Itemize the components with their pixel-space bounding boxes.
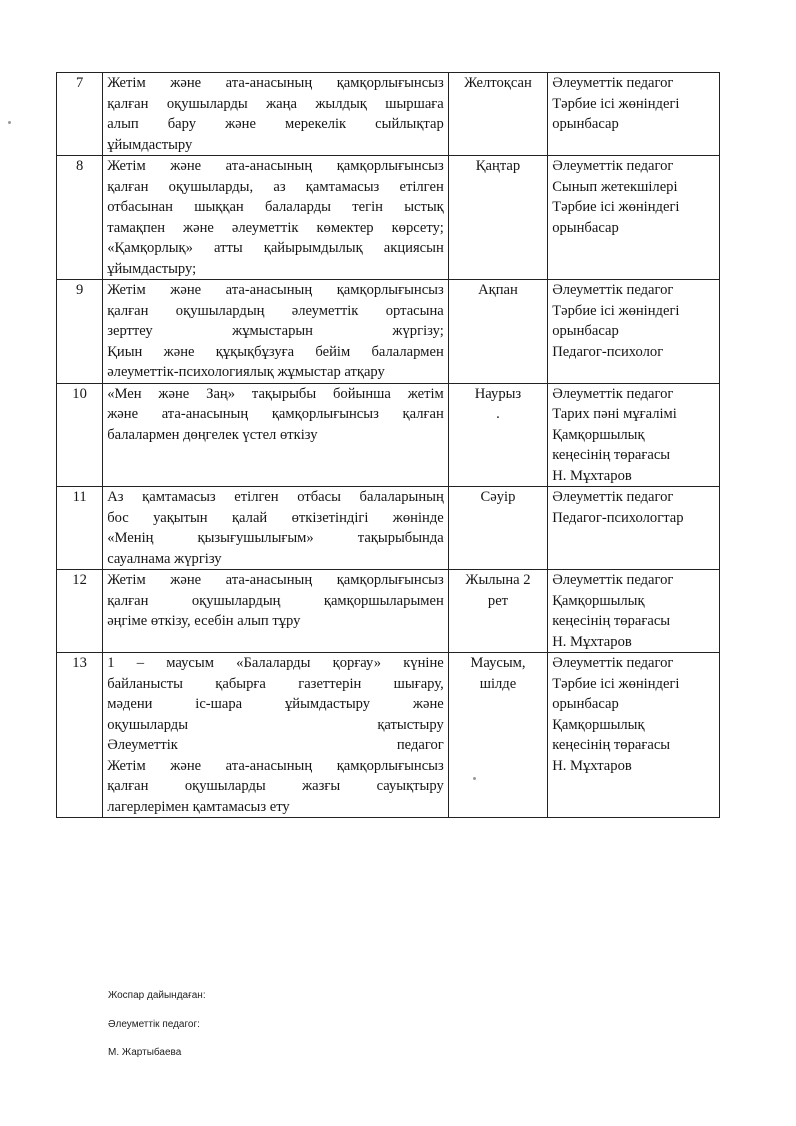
deadline-line: рет xyxy=(487,592,509,609)
activity-description-line: балалармен дөңгелек үстел өткізу xyxy=(107,426,318,443)
deadline-line: шілде xyxy=(479,675,517,692)
responsible-line: орынбасар xyxy=(552,696,619,712)
activity-description-line: Жетім және ата-анасының қамқорлығынсыз xyxy=(107,158,444,174)
table-row xyxy=(57,653,720,818)
scan-speck xyxy=(473,777,476,780)
responsible-line: Әлеуметтік педагог xyxy=(552,385,674,402)
activity-description-line: оқушыларды қатыстыру xyxy=(107,716,444,733)
deadline-line: Наурыз xyxy=(474,385,522,402)
deadline-line: . xyxy=(496,406,500,422)
row-number: 7 xyxy=(57,73,103,156)
table-row xyxy=(57,570,720,653)
responsible-line: Н. Мұхтаров xyxy=(552,757,632,774)
responsible-line: Тәрбие ісі жөніндегі xyxy=(552,675,680,692)
deadline-cell xyxy=(448,280,547,384)
activity-description-line: Аз қамтамасыз етілген отбасы балаларының xyxy=(107,489,444,505)
table-row xyxy=(57,280,720,384)
activity-description-line: «Қамқорлық» атты қайырымдылық акциясын xyxy=(107,240,444,256)
activity-description-line: қалған оқушыларды жазғы сауықтыру xyxy=(107,778,444,794)
activity-description-line: әлеуметтік-психологиялық жұмыстар атқару xyxy=(107,364,385,380)
responsible-cell xyxy=(548,570,720,653)
activity-description-line: ұйымдастыру xyxy=(107,136,193,153)
activity-description-line: мәдени іс-шара ұйымдастыру және xyxy=(107,696,444,712)
responsible-line: орынбасар xyxy=(552,219,619,236)
deadline-cell xyxy=(448,383,547,487)
deadline-line: Маусым, xyxy=(470,655,526,671)
responsible-cell xyxy=(548,653,720,818)
deadline-line: Сәуір xyxy=(480,489,516,505)
deadline-line: Желтоқсан xyxy=(464,75,532,91)
deadline-line: Қаңтар xyxy=(475,158,521,174)
activity-description-line: бос уақытын қалай өткізетіндігі жөнінде xyxy=(107,509,444,526)
responsible-line: Тәрбие ісі жөніндегі xyxy=(552,199,680,215)
activity-description-line: байланысты қабырға газеттерін шығару, xyxy=(107,675,444,692)
footer-role: Әлеуметтік педагог: xyxy=(108,1019,200,1030)
activity-description-cell xyxy=(103,156,449,280)
deadline-cell xyxy=(448,73,547,156)
footer-name: М. Жартыбаева xyxy=(108,1047,182,1058)
row-number: 12 xyxy=(57,570,103,653)
row-number: 13 xyxy=(57,653,103,818)
row-number: 8 xyxy=(57,156,103,280)
activity-description-cell xyxy=(103,73,449,156)
deadline-cell xyxy=(448,570,547,653)
responsible-line: Педагог-психолог xyxy=(552,343,664,360)
activity-description-line: «Менің қызығушылығым» тақырыбында xyxy=(107,530,444,546)
activity-description-cell xyxy=(103,653,449,818)
activity-description-line: алып бару және мерекелік сыйлықтар xyxy=(107,116,444,132)
activity-description-line: әңгіме өткізу, есебін алып тұру xyxy=(107,613,301,629)
deadline-line: Ақпан xyxy=(478,282,518,298)
responsible-line: кеңесінің төрағасы xyxy=(552,737,671,753)
deadline-cell xyxy=(448,156,547,280)
responsible-line: Әлеуметтік педагог xyxy=(552,75,674,91)
responsible-cell xyxy=(548,73,720,156)
deadline-cell xyxy=(448,487,547,570)
responsible-line: орынбасар xyxy=(552,116,619,132)
activity-description-line: лагерлерімен қамтамасыз ету xyxy=(107,798,290,815)
table-row xyxy=(57,383,720,487)
responsible-line: Педагог-психологтар xyxy=(552,509,684,526)
responsible-line: Әлеуметтік педагог xyxy=(552,489,674,505)
activity-description-line: Қиын және құқықбұзуға бейім балалармен xyxy=(107,343,444,360)
responsible-line: кеңесінің төрағасы xyxy=(552,613,671,629)
activity-description-line: Жетім және ата-анасының қамқорлығынсыз xyxy=(107,75,444,91)
responsible-line: Тарих пәні мұғалімі xyxy=(552,406,677,422)
responsible-line: кеңесінің төрағасы xyxy=(552,447,671,463)
activity-description-line: Жетім және ата-анасының қамқорлығынсыз xyxy=(107,572,444,588)
activity-description-cell xyxy=(103,383,449,487)
responsible-line: Әлеуметтік педагог xyxy=(552,655,674,671)
responsible-line: Әлеуметтік педагог xyxy=(552,158,674,174)
activity-description-cell xyxy=(103,487,449,570)
responsible-line: орынбасар xyxy=(552,323,619,339)
footer-prepared: Жоспар дайындаған: xyxy=(108,990,206,1001)
responsible-line: Н. Мұхтаров xyxy=(552,467,632,484)
row-number: 10 xyxy=(57,383,103,487)
responsible-line: Тәрбие ісі жөніндегі xyxy=(552,302,680,319)
scan-speck xyxy=(8,121,11,124)
table-row xyxy=(57,156,720,280)
responsible-line: Н. Мұхтаров xyxy=(552,633,632,650)
activity-description-line: қалған оқушыларды, аз қамтамасыз етілген xyxy=(107,178,444,195)
activity-description-line: сауалнама жүргізу xyxy=(107,550,222,567)
responsible-cell xyxy=(548,156,720,280)
responsible-line: Әлеуметтік педагог xyxy=(552,572,674,588)
table-row xyxy=(57,487,720,570)
responsible-line: Сынып жетекшілері xyxy=(552,178,678,195)
activity-description-line: және ата-анасының қамқорлығынсыз қалған xyxy=(107,406,444,422)
deadline-cell xyxy=(448,653,547,818)
plan-table xyxy=(56,72,720,818)
responsible-line: Тәрбие ісі жөніндегі xyxy=(552,95,680,112)
activity-description-cell xyxy=(103,280,449,384)
activity-description-line: қалған оқушыларды жаңа жылдық шыршаға xyxy=(107,95,444,112)
activity-description-line: «Мен және Заң» тақырыбы бойынша жетім xyxy=(107,385,444,402)
responsible-cell xyxy=(548,487,720,570)
activity-description-line: тамақпен және әлеуметтік көмектер көрсету; xyxy=(107,219,444,236)
activity-description-line: отбасынан шыққан балаларды тегін ыстық xyxy=(107,199,444,215)
table-row xyxy=(57,73,720,156)
responsible-line: Әлеуметтік педагог xyxy=(552,282,674,298)
activity-description-line: қалған оқушылардың әлеуметтік ортасына xyxy=(107,302,444,319)
responsible-cell xyxy=(548,280,720,384)
activity-description-cell xyxy=(103,570,449,653)
row-number: 9 xyxy=(57,280,103,384)
row-number: 11 xyxy=(57,487,103,570)
activity-description-line: 1 – маусым «Балаларды қорғау» күніне xyxy=(107,655,444,671)
responsible-line: Қамқоршылық xyxy=(552,716,645,733)
plan-table-body xyxy=(57,73,720,818)
activity-description-line: қалған оқушылардың қамқоршыларымен xyxy=(107,592,444,609)
responsible-line: Қамқоршылық xyxy=(552,592,645,609)
activity-description-line: ұйымдастыру; xyxy=(107,260,197,277)
activity-description-line: зерттеу жұмыстарын жүргізу; xyxy=(107,323,444,339)
activity-description-line: Жетім және ата-анасының қамқорлығынсыз xyxy=(107,282,444,298)
deadline-line: Жылына 2 xyxy=(465,572,531,588)
responsible-cell xyxy=(548,383,720,487)
activity-description-line: Жетім және ата-анасының қамқорлығынсыз xyxy=(107,757,444,774)
responsible-line: Қамқоршылық xyxy=(552,426,645,443)
activity-description-line: Әлеуметтік педагог xyxy=(107,737,444,753)
